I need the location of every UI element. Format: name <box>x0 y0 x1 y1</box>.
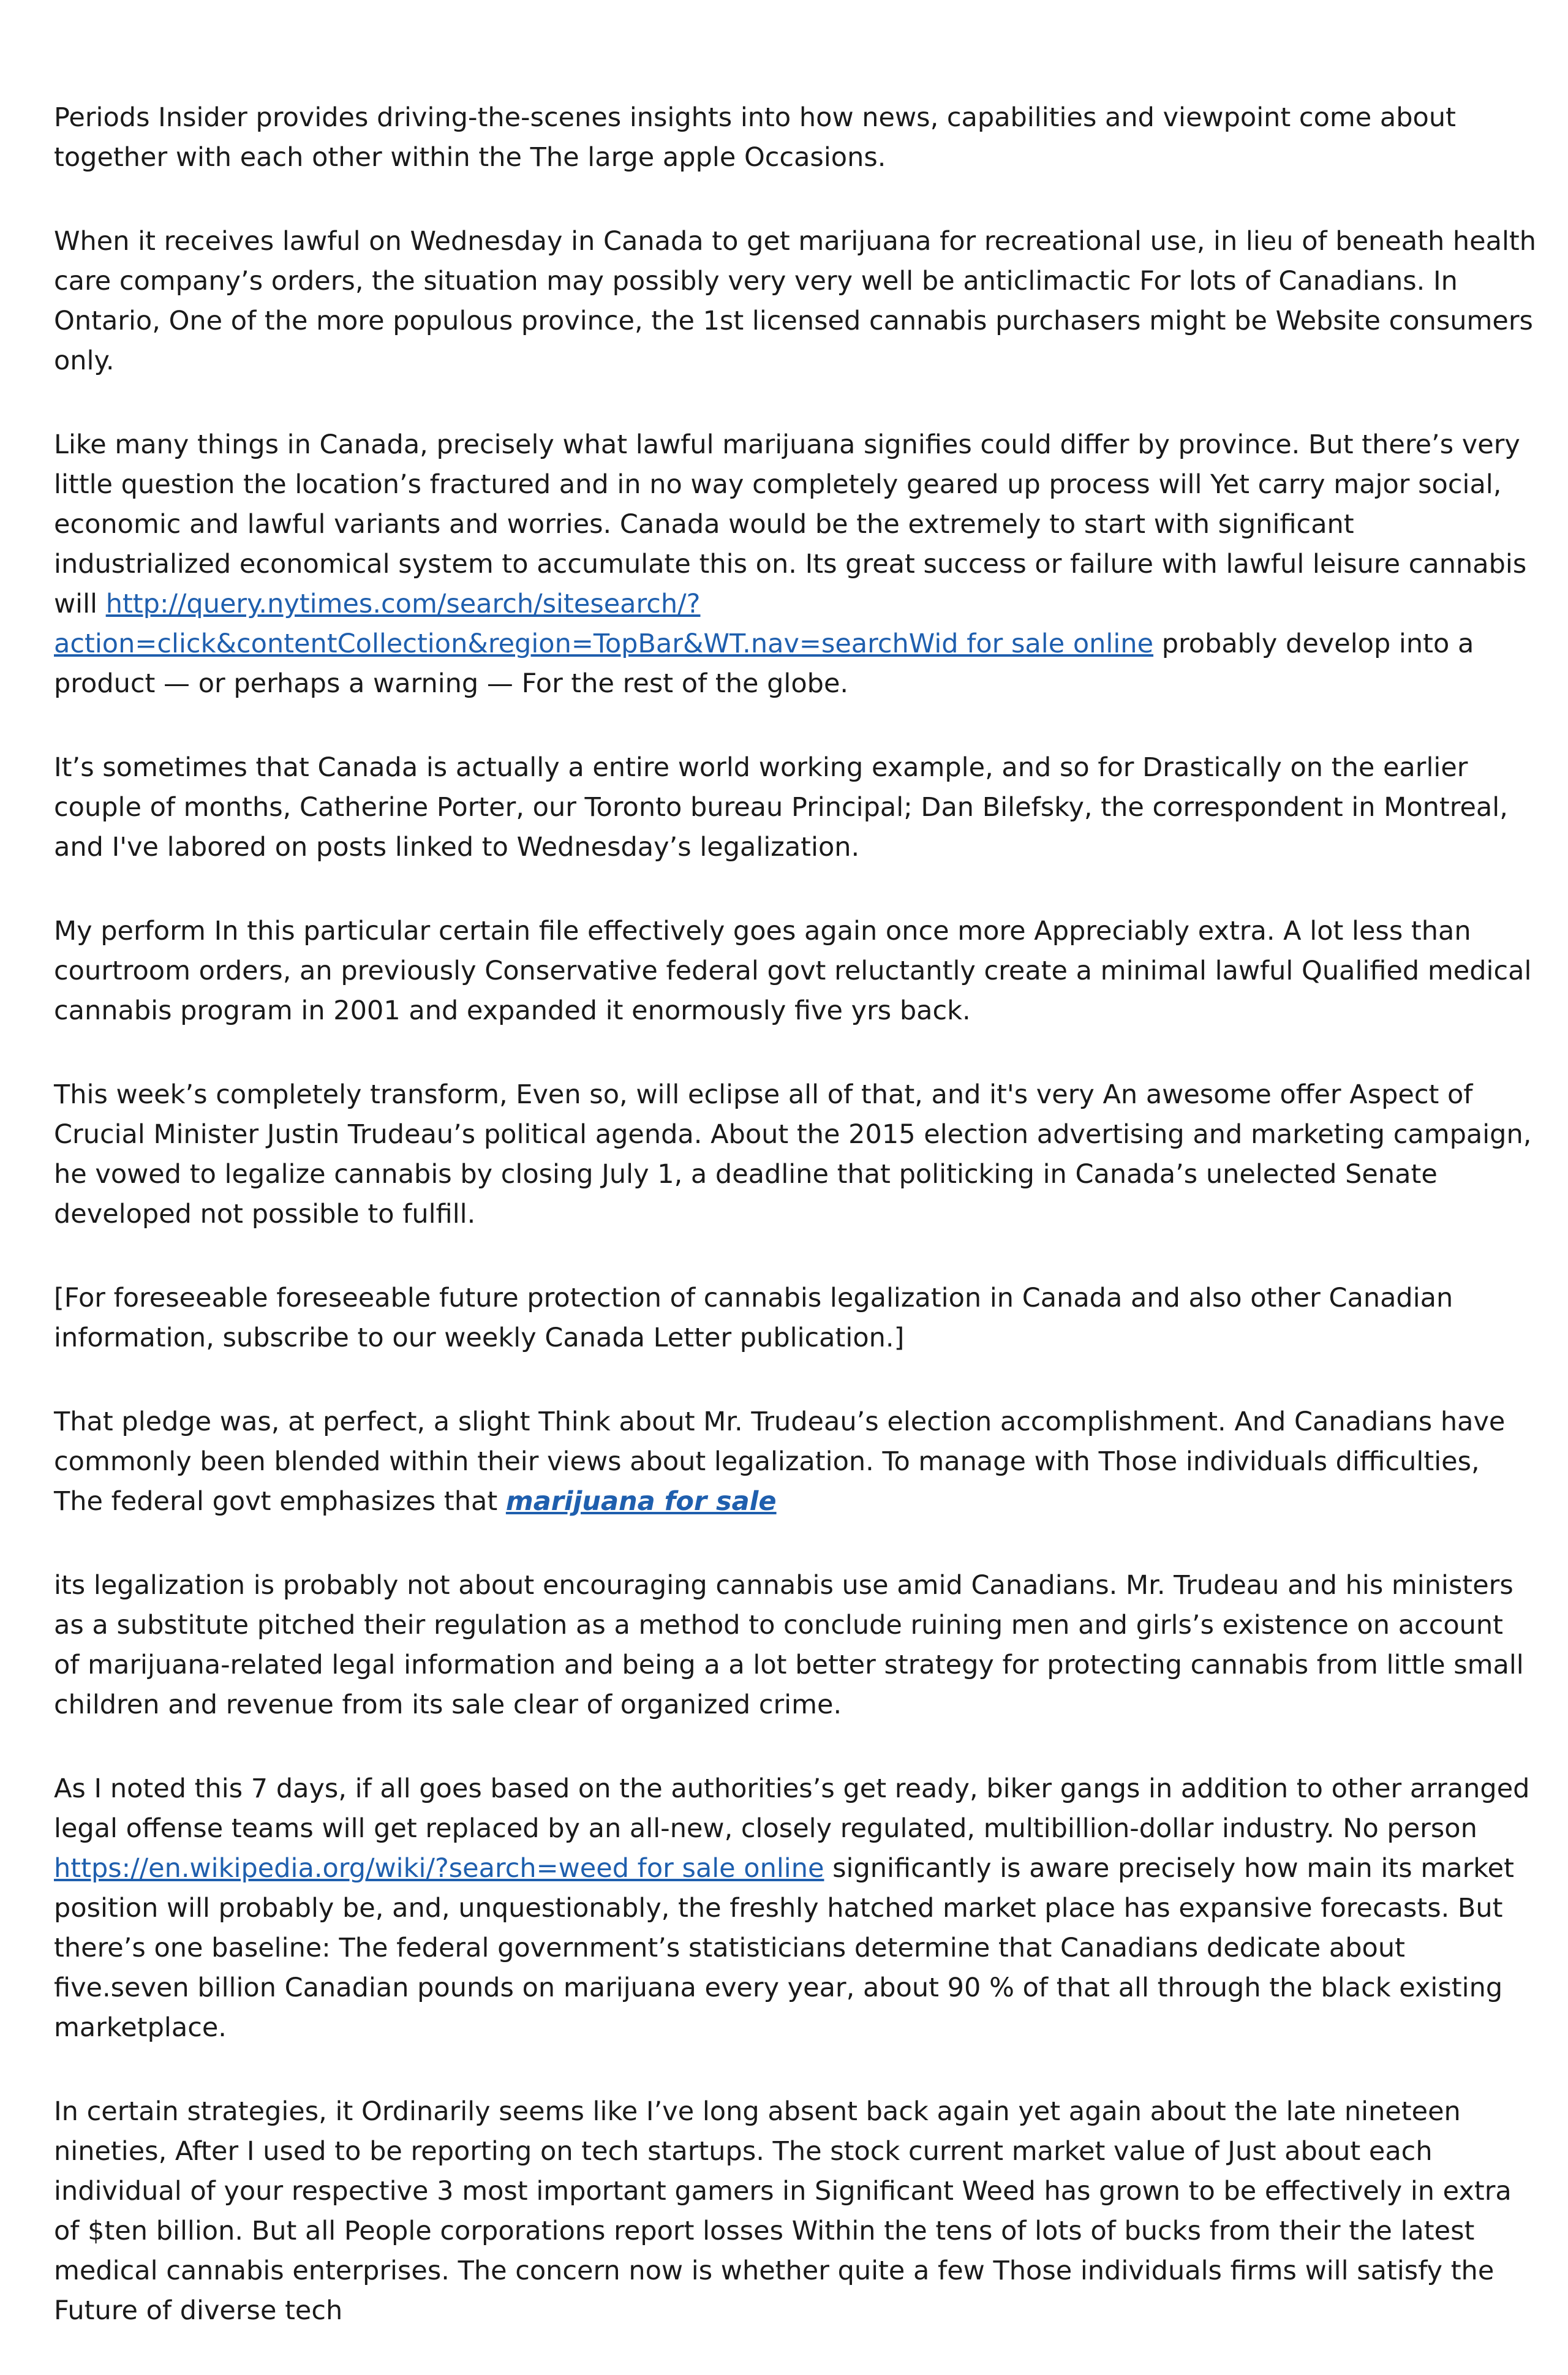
paragraph-legalization-goals: its legalization is probably not about encouraging cannabis use amid Canadians. Mr. Trudeau and his ministers as a substitute pitched their regulation as a method to conclude ruining men and girls’s existence on account of marijuana-related legal information and being a a lot better strategy for protecting cannabis from little small children and revenue from its sale clear of organized crime. <box>54 1570 1524 1720</box>
paragraph-text: significantly is aware precisely how main its market position will probably be, and, unquestionably, the freshly hatched market place has expansive forecasts. But there’s one baseline: The federal government’s statisticians determine that Canadians dedicate about five.seven billion Canadian pounds on marijuana every year, about 90 % of that all through the black existing marketplace. <box>54 1853 1514 2043</box>
nytimes-search-link[interactable]: http://query.nytimes.com/search/sitesearch/?action=click&contentCollection&region=TopBar&WT.nav=searchWid for sale online <box>54 589 1154 659</box>
paragraph-trudeau-agenda: This week’s completely transform, Even so, will eclipse all of that, and it's very An awesome offer Aspect of Crucial Minister Justin Trudeau’s political agenda. About the 2015 election advertising and marketing campaign, he vowed to legalize cannabis by closing July 1, a deadline that politicking in Canada’s unelected Senate developed not possible to fulfill. <box>54 1079 1532 1229</box>
paragraph-tech-startups: In certain strategies, it Ordinarily seems like I’ve long absent back again yet again about the late nineteen nineties, After I used to be reporting on tech startups. The stock current market value of Just about each individual of your respective 3 most important gamers in Significant Weed has grown to be effectively in extra of $ten billion. But all People corporations report losses Within the tens of lots of bucks from their the latest medical cannabis enterprises. The concern now is whether quite a few Those individuals firms will satisfy the Future of diverse tech <box>54 2096 1512 2326</box>
paragraph-text: probably develop into a product — or perhaps a warning — For the rest of the globe. <box>54 629 1474 699</box>
marijuana-for-sale-link[interactable]: marijuana for sale <box>505 1486 777 1517</box>
paragraph-text: That pledge was, at perfect, a slight Think about Mr. Trudeau’s election accomplishment. And Canadians have commonly been blended within their views about legalization. To manage with Those individuals difficulties, The federal govt emphasizes that <box>54 1406 1506 1517</box>
paragraph-intro: Periods Insider provides driving-the-scenes insights into how news, capabilities and viewpoint come about together with each other within the The large apple Occasions. <box>54 102 1456 173</box>
paragraph-world-example: It’s sometimes that Canada is actually a entire world working example, and so for Drastically on the earlier couple of months, Catherine Porter, our Toronto bureau Principal; Dan Bilefsky, the correspondent in Montreal, and I've labored on posts linked to Wednesday’s legalization. <box>54 752 1508 863</box>
article-body <box>54 98 1536 2375</box>
wikipedia-search-link[interactable]: https://en.wikipedia.org/wiki/?search=weed for sale online <box>54 1853 824 1884</box>
paragraph-text: Like many things in Canada, precisely what lawful marijuana signifies could differ by province. But there’s very little question the location’s fractured and in no way completely geared up process will Yet carry major social, economic and lawful variants and worries. Canada would be the extremely to start with significant industrialized economical system to accumulate this on. Its great success or failure with lawful leisure cannabis will <box>54 429 1527 619</box>
paragraph-provinces <box>54 425 1536 704</box>
paragraph-pledge <box>54 1402 1536 1522</box>
paragraph-text: As I noted this 7 days, if all goes based on the authorities’s get ready, biker gangs in addition to other arranged legal offense teams will get replaced by an all-new, closely regulated, multibillion-dollar industry. No person <box>54 1773 1530 1844</box>
paragraph-medical-program: My perform In this particular certain file effectively goes again once more Appreciably extra. A lot less than courtroom orders, an previously Conservative federal govt reluctantly create a minimal lawful Qualified medical cannabis program in 2001 and expanded it enormously five yrs back. <box>54 916 1532 1026</box>
paragraph-newsletter-note: [For foreseeable foreseeable future protection of cannabis legalization in Canada and also other Canadian information, subscribe to our weekly Canada Letter publication.] <box>54 1283 1453 1353</box>
paragraph-legal-wednesday: When it receives lawful on Wednesday in Canada to get marijuana for recreational use, in lieu of beneath health care company’s orders, the situation may possibly very very well be anticlimactic For lots of Canadians. In Ontario, One of the more populous province, the 1st licensed cannabis purchasers might be Website consumers only. <box>54 226 1537 376</box>
paragraph-market <box>54 1769 1536 2048</box>
